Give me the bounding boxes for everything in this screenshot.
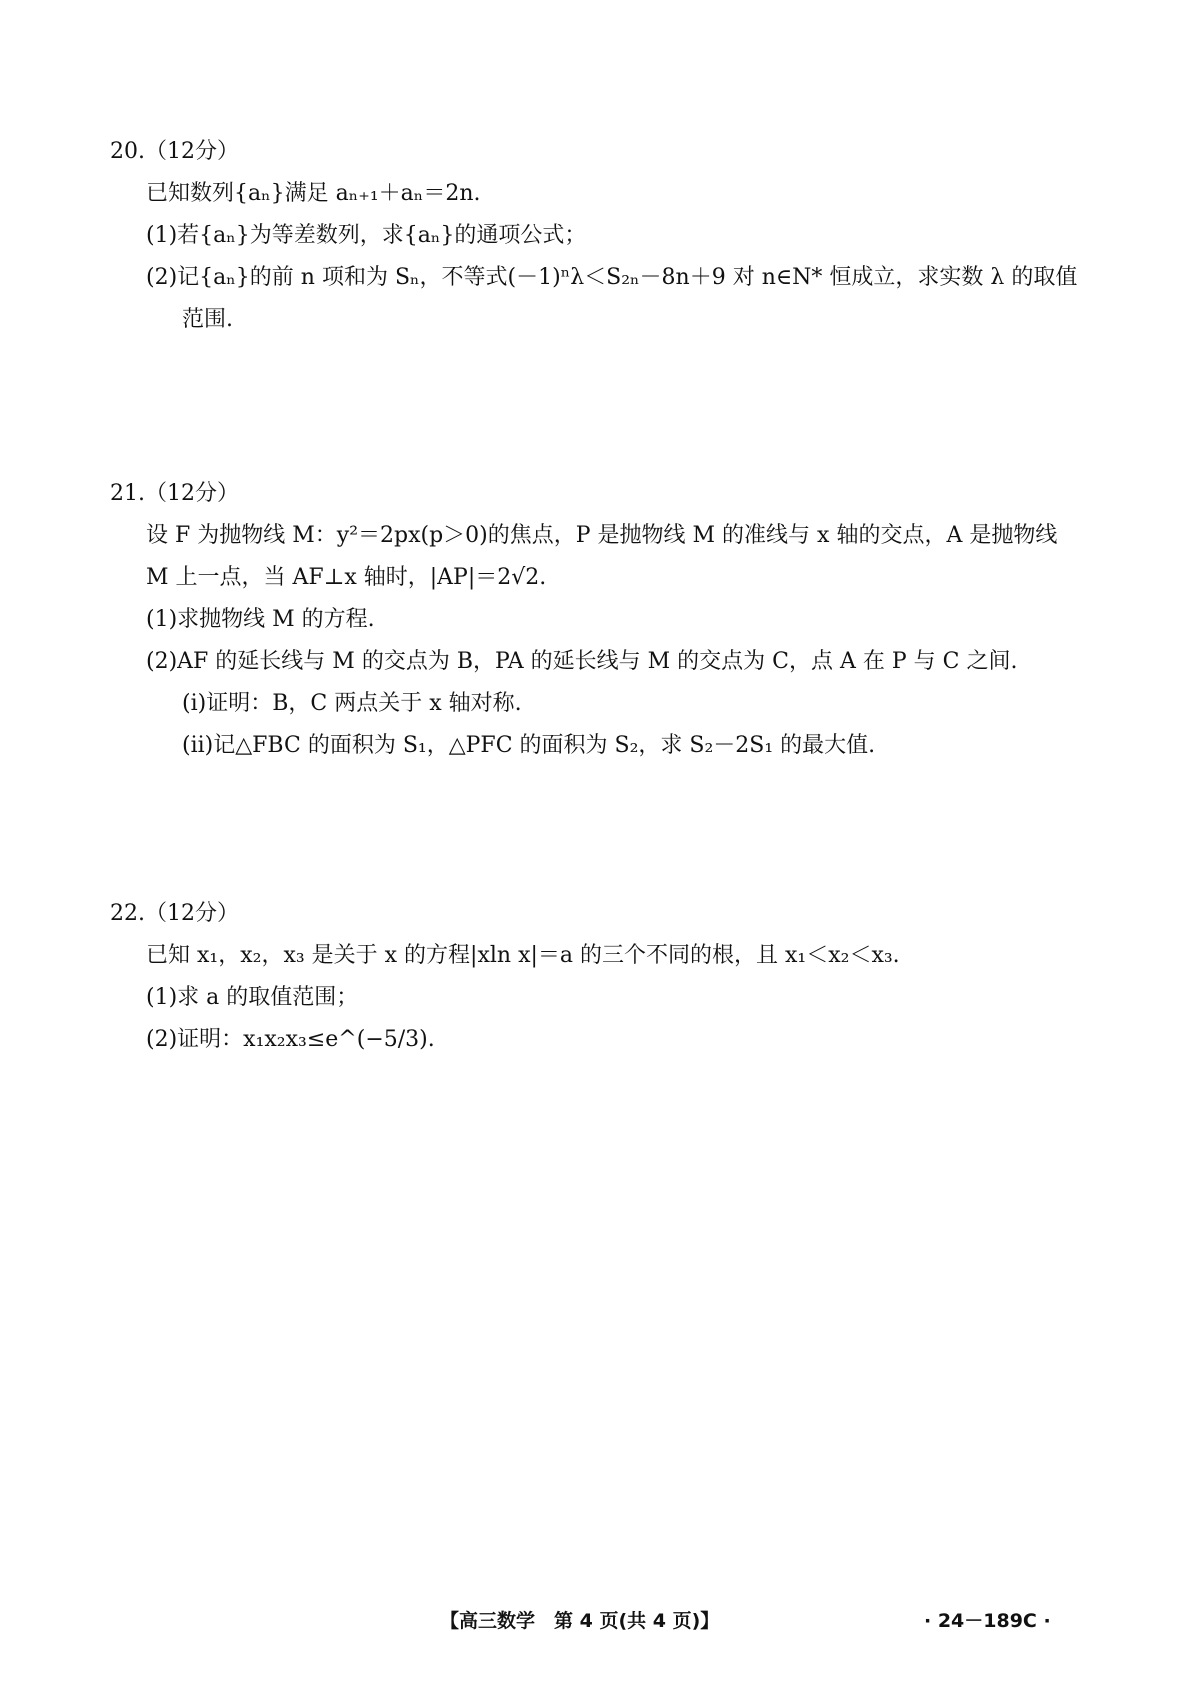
problem-21-stem-cont: M 上一点，当 AF⊥x 轴时，|AP|＝2√2. — [146, 565, 547, 590]
problem-21-stem: 设 F 为抛物线 M：y²＝2px(p＞0)的焦点，P 是抛物线 M 的准线与 x 轴的交点，A 是抛物线 — [146, 523, 1058, 548]
footer-paper-code: · 24－189C · — [924, 1610, 1051, 1632]
footer-page-info: 【高三数学 第 4 页(共 4 页)】 — [440, 1610, 720, 1632]
problem-22-stem: 已知 x₁，x₂，x₃ 是关于 x 的方程|xln x|＝a 的三个不同的根，且 x₁＜x₂＜x₃. — [146, 943, 900, 968]
problem-22 — [110, 900, 1100, 1068]
problem-21-part-2: (2)AF 的延长线与 M 的交点为 B，PA 的延长线与 M 的交点为 C，点 A 在 P 与 C 之间. — [146, 649, 1018, 674]
problem-20-part-2-cont: 范围. — [182, 307, 233, 332]
problem-20-stem: 已知数列{aₙ}满足 aₙ₊₁＋aₙ＝2n. — [146, 181, 481, 206]
problem-20 — [110, 138, 1100, 348]
problem-22-part-1: (1)求 a 的取值范围； — [146, 985, 359, 1010]
problem-21-header: 21.（12分） — [110, 481, 239, 506]
problem-22-header: 22.（12分） — [110, 901, 239, 926]
problem-21-part-2-ii: (ii)记△FBC 的面积为 S₁，△PFC 的面积为 S₂，求 S₂－2S₁ 的最大值. — [182, 733, 876, 758]
page-footer — [0, 1602, 1200, 1636]
problem-22-part-2: (2)证明：x₁x₂x₃≤e^(−5/3). — [146, 1027, 435, 1052]
problem-20-header: 20.（12分） — [110, 139, 239, 164]
problem-21-part-1: (1)求抛物线 M 的方程. — [146, 607, 375, 632]
problem-21 — [110, 480, 1100, 774]
problem-20-part-1: (1)若{aₙ}为等差数列，求{aₙ}的通项公式； — [146, 223, 587, 248]
problem-20-part-2: (2)记{aₙ}的前 n 项和为 Sₙ，不等式(－1)ⁿλ＜S₂ₙ－8n＋9 对 n∈N* 恒成立，求实数 λ 的取值 — [146, 265, 1078, 290]
problem-21-part-2-i: (i)证明：B，C 两点关于 x 轴对称. — [182, 691, 522, 716]
